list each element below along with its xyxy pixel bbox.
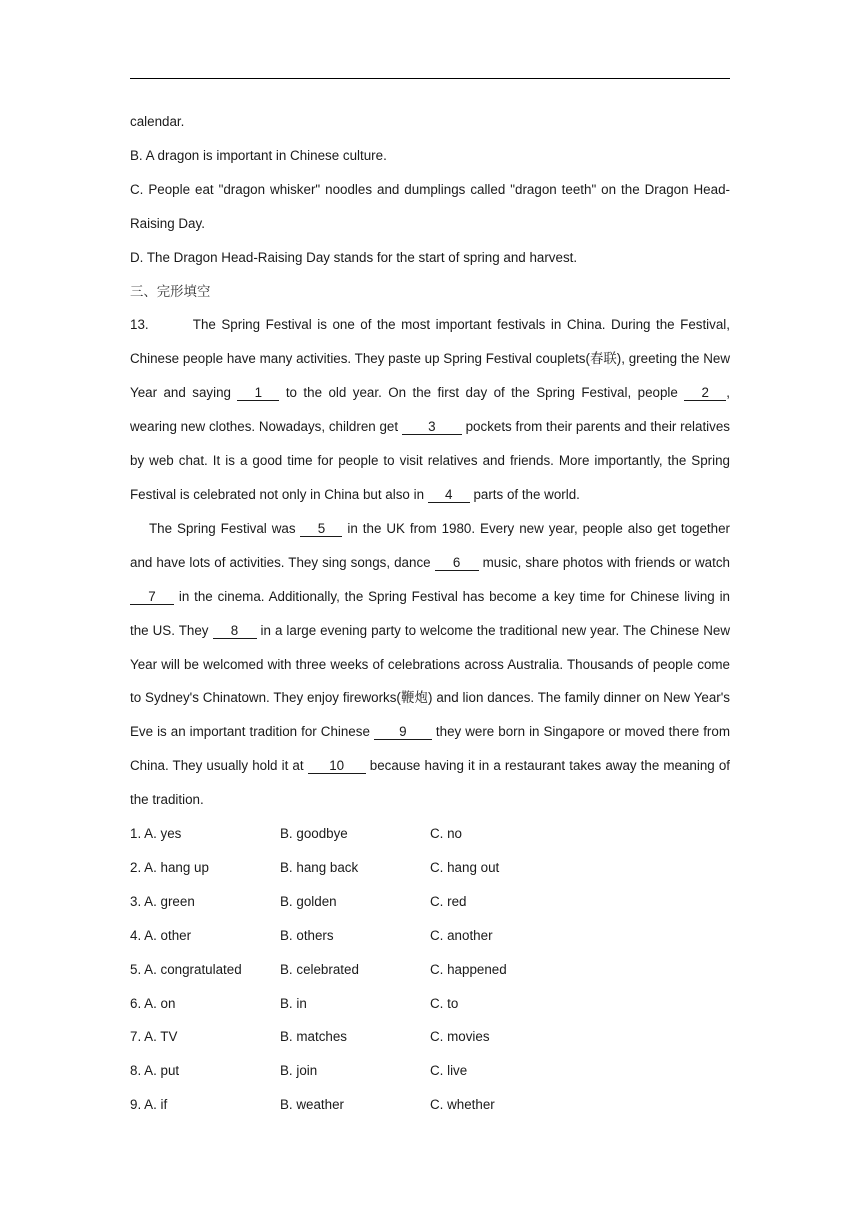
option-b: B. weather (280, 1097, 345, 1113)
passage-paragraph-1 (130, 308, 730, 511)
text: music, share photos with friends or watch (478, 554, 730, 570)
option-b: B. in (280, 995, 307, 1011)
option-c: C. whether (430, 1097, 495, 1113)
option-a: 4. A. other (130, 927, 192, 943)
blank-3: 3 (402, 419, 462, 435)
option-c: C. movies (430, 1029, 490, 1045)
blank-8: 8 (213, 623, 257, 639)
text: to the old year. On the first day of the Spring Festival, people (279, 385, 685, 401)
blank-6: 6 (435, 555, 479, 571)
question-number: 13. (130, 317, 149, 333)
blank-10: 10 (308, 758, 366, 774)
option-b: B. A dragon is important in Chinese culture. (130, 147, 387, 163)
option-a: 5. A. congratulated (130, 961, 242, 977)
option-row (130, 885, 730, 919)
text: parts of the world. (469, 486, 580, 502)
text: in the UK from 1980. Every new year, people also get together and have lots of activities. They sing songs, dance (130, 520, 730, 570)
option-c: C. People eat "dragon whisker" noodles and dumplings called "dragon teeth" on the Dragon Head-Raising Day. (130, 181, 730, 231)
passage-paragraph-2 (130, 512, 730, 817)
option-row (130, 1088, 730, 1122)
text: , wearing new clothes. Nowadays, children get (130, 385, 730, 435)
option-a: 6. A. on (130, 995, 176, 1011)
text: The Spring Festival was (149, 520, 301, 536)
option-b: B. celebrated (280, 961, 359, 977)
option-row (130, 1020, 730, 1054)
option-row (130, 953, 730, 987)
blank-5: 5 (300, 521, 342, 537)
document-body (130, 105, 730, 1122)
option-b: B. others (280, 927, 334, 943)
option-a: 8. A. put (130, 1063, 180, 1079)
blank-9: 9 (374, 724, 432, 740)
blank-2: 2 (684, 385, 726, 401)
option-c: C. happened (430, 961, 507, 977)
option-c: C. red (430, 893, 467, 909)
option-b: B. golden (280, 893, 337, 909)
option-c: C. hang out (430, 859, 500, 875)
option-row (130, 851, 730, 885)
option-c: C. another (430, 927, 493, 943)
text: in the cinema. Additionally, the Spring Festival has become a key time for Chinese living in the US. They (130, 588, 730, 638)
answer-options (130, 817, 730, 1122)
option-b: B. hang back (280, 859, 359, 875)
blank-1: 1 (237, 385, 279, 401)
text: The Spring Festival is one of the most important festivals in China. During the Festival, Chinese people have many activities. They paste up Spring Festival couplets(春联), greeting the New Year and saying (130, 317, 730, 401)
blank-4: 4 (428, 487, 470, 503)
option-a-tail: calendar. (130, 114, 185, 129)
option-c: C. live (430, 1063, 468, 1079)
option-b: B. join (280, 1063, 318, 1079)
option-c: C. to (430, 995, 459, 1011)
text: because having it in a restaurant takes away the meaning of the tradition. (130, 758, 731, 808)
option-a: 7. A. TV (130, 1029, 178, 1045)
option-row (130, 817, 730, 851)
option-b: B. goodbye (280, 826, 348, 842)
option-a: 9. A. if (130, 1097, 168, 1113)
option-c: C. no (430, 826, 463, 842)
option-a: 2. A. hang up (130, 859, 209, 875)
option-b: B. matches (280, 1029, 347, 1045)
text: in a large evening party to welcome the traditional new year. The Chinese New Year will be welcomed with three weeks of celebrations across Australia. Thousands of people come to Sydney's Chinatown. They enjoy fireworks(鞭炮) and lion dances. The family dinner on New Year's Eve is an important tradition for Chinese (130, 622, 730, 740)
text: pockets from their parents and their relatives by web chat. It is a good time for people to visit relatives and friends. More importantly, the Spring Festival is celebrated not only in China but also in (130, 419, 730, 502)
option-row (130, 987, 730, 1021)
section-title: 三、完形填空 (130, 283, 211, 299)
option-row (130, 919, 730, 953)
option-a: 1. A. yes (130, 826, 182, 842)
blank-7: 7 (130, 589, 174, 605)
text: they were born in Singapore or moved there from China. They usually hold it at (130, 724, 730, 774)
option-a: 3. A. green (130, 893, 195, 909)
option-row (130, 1054, 730, 1088)
header-rule (130, 78, 730, 79)
option-d: D. The Dragon Head-Raising Day stands for the start of spring and harvest. (130, 249, 578, 265)
